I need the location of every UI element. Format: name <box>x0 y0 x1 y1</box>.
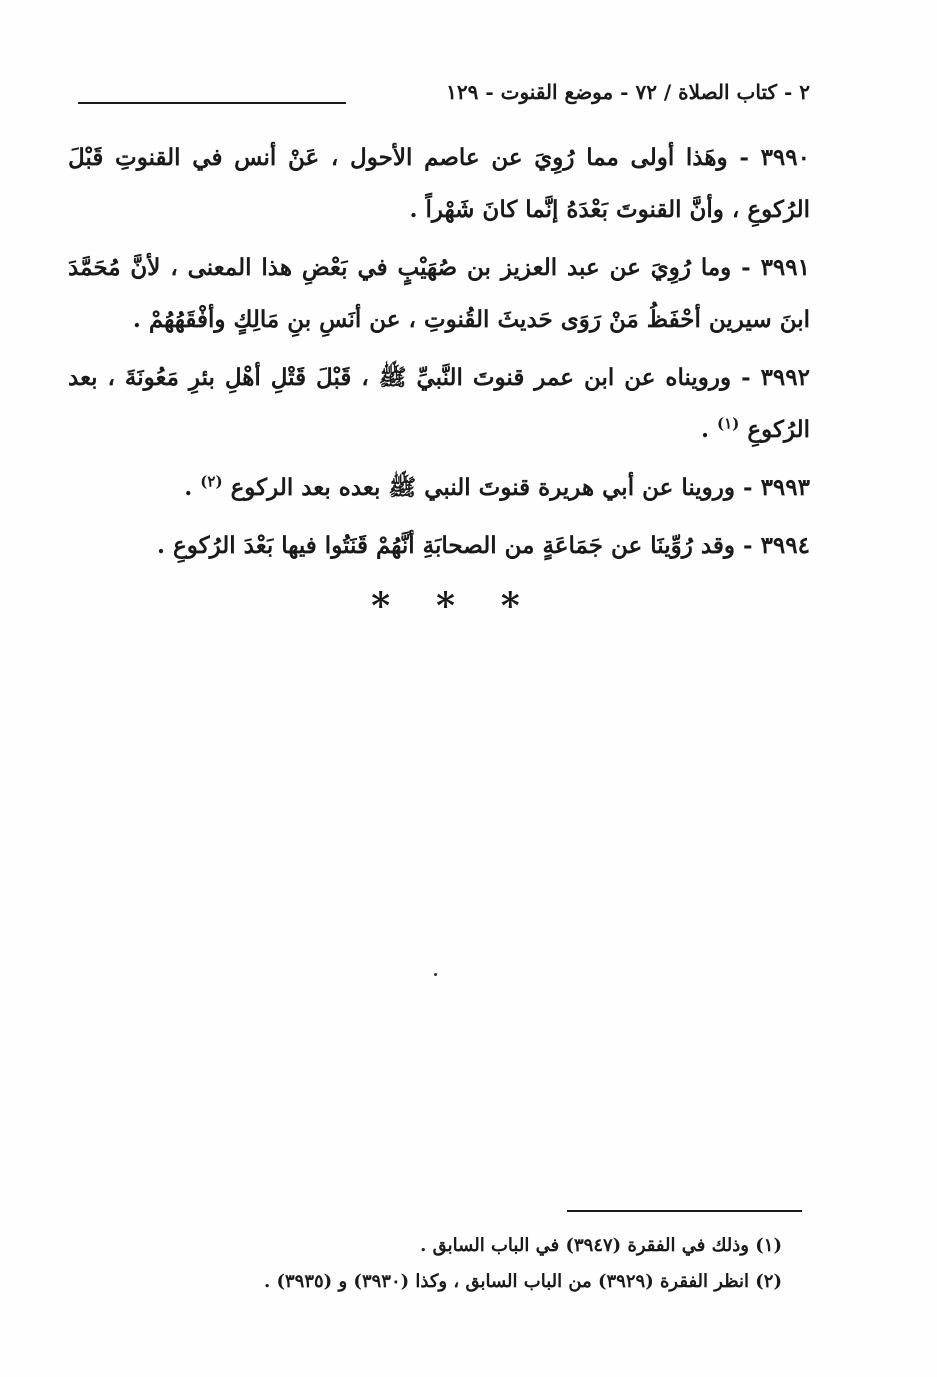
footnote-rule <box>567 1210 802 1212</box>
paragraph-text: ٣٩٩٠ - وهَذا أولى مما رُوِيَ عن عاصم الأحول ، عَنْ أنس في القنوتِ قَبْلَ الرُكوعِ ، وأنَّ القنوتَ بَعْدَهُ إنَّما كانَ شَهْراً . <box>68 144 810 223</box>
paragraph-3991 <box>68 242 810 346</box>
scan-speck <box>434 973 437 976</box>
footnote-marker: (١) <box>717 414 740 433</box>
paragraph-text: ٣٩٩٢ - ورويناه عن ابن عمر قنوتَ النَّبيِّ ﷺ ، قَبْلَ قَتْلِ أهْلِ بئرِ مَعُونَةَ ، بعد الرُكوعِ <box>68 364 810 443</box>
header-rule <box>78 102 346 104</box>
paragraph-tail: . <box>184 474 193 501</box>
star-ornament: * <box>371 585 437 627</box>
footnote-1: (١) وذلك في الفقرة (٣٩٤٧) في الباب السابق . <box>420 1235 782 1256</box>
paragraph-3994 <box>68 520 810 572</box>
star-ornament: * <box>436 585 501 627</box>
footnote-marker: (٢) <box>200 472 223 491</box>
paragraph-text: ٣٩٩١ - وما رُوِيَ عن عبد العزيز بن صُهَيْبٍ في بَعْضِ هذا المعنى ، لأنَّ مُحَمَّدَ ابنَ سيرين أحْفَظُ مَنْ رَوَى حَديثَ القُنوتِ ، عن أنَسِ بنِ مَالِكٍ وأفْقَهُهُمْ . <box>68 254 810 333</box>
footnotes <box>200 1228 782 1300</box>
section-end-ornament <box>0 585 937 627</box>
footnote-2: (٢) انظر الفقرة (٣٩٢٩) من الباب السابق ، وكذا (٣٩٣٠) و (٣٩٣٥) . <box>263 1271 782 1292</box>
running-title: ٢ - كتاب الصلاة / ٧٢ - موضع القنوت - ١٢٩ <box>446 80 810 104</box>
paragraph-tail: . <box>701 416 710 443</box>
paragraph-3992 <box>68 352 810 456</box>
paragraph-3993 <box>68 462 810 514</box>
paragraph-text: ٣٩٩٤ - وقد رُوِّينَا عن جَمَاعَةٍ من الصحابَةِ أنَّهُمْ قَنَتُوا فيها بَعْدَ الرُكوعِ . <box>157 532 810 559</box>
star-ornament: * <box>500 585 566 627</box>
running-header <box>78 80 810 110</box>
paragraph-text: ٣٩٩٣ - وروينا عن أبي هريرة قنوتَ النبي ﷺ بعده بعد الركوع <box>230 474 810 501</box>
paragraph-3990 <box>68 132 810 236</box>
main-text <box>68 132 810 578</box>
